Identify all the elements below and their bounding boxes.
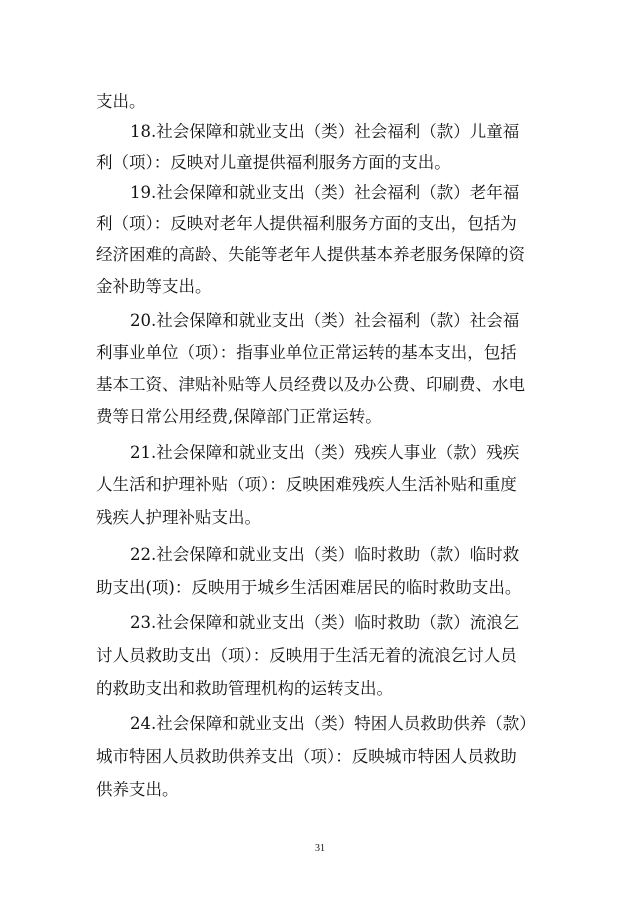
- text-line: 利（项）：反映对儿童提供福利服务方面的支出。: [96, 153, 451, 172]
- text-line: 助支出(项)：反映用于城乡生活困难居民的临时救助支出。: [96, 578, 522, 597]
- text-line: 基本工资、津贴补贴等人员经费以及办公费、印刷费、水电: [96, 375, 525, 394]
- page-number: 31: [315, 843, 325, 854]
- text-line: 讨人员救助支出（项）：反映用于生活无着的流浪乞讨人员: [96, 646, 517, 665]
- paragraph-22-heading: 22.社会保障和就业支出（类）临时救助（款）临时救: [130, 545, 520, 564]
- paragraph-20-heading: 20.社会保障和就业支出（类）社会福利（款）社会福: [130, 311, 520, 330]
- paragraph-19-heading: 19.社会保障和就业支出（类）社会福利（款）老年福: [130, 183, 520, 202]
- paragraph-18-heading: 18.社会保障和就业支出（类）社会福利（款）儿童福: [130, 122, 520, 141]
- paragraph-21-heading: 21.社会保障和就业支出（类）残疾人事业（款）残疾: [130, 443, 520, 462]
- paragraph-24-heading: 24.社会保障和就业支出（类）特困人员救助供养（款）: [130, 714, 536, 733]
- text-line: 利事业单位（项）：指事业单位正常运转的基本支出，包括: [96, 343, 517, 362]
- text-line: 的救助支出和救助管理机构的运转支出。: [96, 679, 393, 698]
- text-line: 残疾人护理补贴支出。: [96, 508, 261, 527]
- text-line: 费等日常公用经费,保障部门正常运转。: [96, 407, 382, 426]
- text-line: 供养支出。: [96, 780, 179, 799]
- text-line: 人生活和护理补贴（项）：反映困难残疾人生活补贴和重度: [96, 475, 517, 494]
- text-line: 经济困难的高龄、失能等老年人提供基本养老服务保障的资: [96, 245, 525, 264]
- text-line: 金补助等支出。: [96, 277, 212, 296]
- text-line: 支出。: [96, 92, 146, 111]
- text-line: 利（项）：反映对老年人提供福利服务方面的支出，包括为: [96, 214, 517, 233]
- paragraph-23-heading: 23.社会保障和就业支出（类）临时救助（款）流浪乞: [130, 613, 520, 632]
- text-line: 城市特困人员救助供养支出（项）：反映城市特困人员救助: [96, 747, 517, 766]
